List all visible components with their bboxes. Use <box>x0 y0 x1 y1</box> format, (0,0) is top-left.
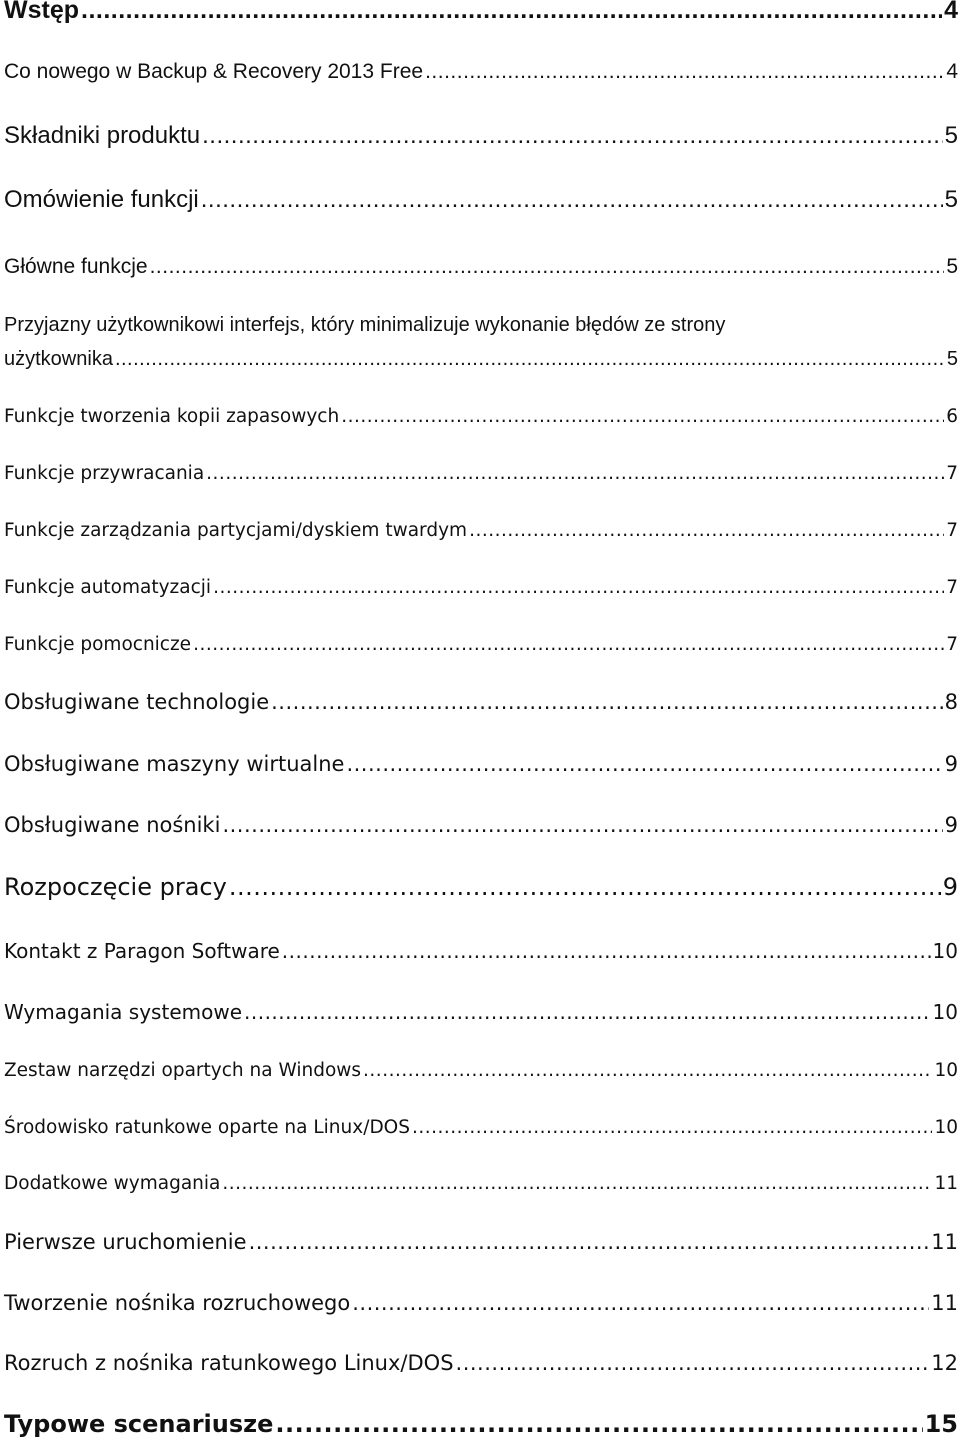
toc-page-number: 7 <box>946 520 958 541</box>
toc-leader <box>249 1230 930 1254</box>
toc-entry-title: Tworzenie nośnika rozruchowego <box>4 1291 351 1315</box>
toc-page-number: 6 <box>946 406 958 427</box>
toc-entry[interactable] <box>4 60 958 84</box>
toc-entry-title: Pierwsze uruchomienie <box>4 1230 247 1254</box>
toc-leader <box>282 939 931 963</box>
toc-entry[interactable] <box>4 577 958 598</box>
toc-page-number: 7 <box>946 463 958 484</box>
toc-entry-title: Funkcje automatyzacji <box>4 577 212 598</box>
toc-leader <box>346 752 942 776</box>
toc-page-number: 5 <box>944 122 958 149</box>
toc-entry-title: Funkcje pomocnicze <box>4 634 192 655</box>
toc-entry-title: Kontakt z Paragon Software <box>4 939 280 963</box>
toc-entry[interactable] <box>4 1000 958 1024</box>
toc-page-number: 7 <box>946 577 958 598</box>
toc-page-number: 9 <box>944 813 958 837</box>
toc-page-number: 7 <box>946 634 958 655</box>
toc-entry[interactable] <box>4 463 958 484</box>
toc-leader <box>150 255 945 279</box>
toc-entry-title: Typowe scenariusze <box>4 1410 274 1438</box>
toc-entry[interactable] <box>4 690 958 714</box>
toc-leader <box>193 634 944 655</box>
toc-leader <box>201 186 943 214</box>
toc-entry[interactable] <box>4 939 958 963</box>
toc-entry-title: Wstęp <box>4 0 79 24</box>
toc-entry-title: Składniki produktu <box>4 122 201 149</box>
toc-leader <box>222 1173 932 1194</box>
toc-leader <box>115 348 945 371</box>
toc-entry-title: użytkownika <box>4 348 113 370</box>
toc-leader <box>222 813 942 837</box>
toc-leader <box>412 1117 932 1138</box>
toc-page-number: 11 <box>931 1230 958 1254</box>
toc-leader <box>425 60 944 84</box>
toc-leader <box>213 577 944 598</box>
toc-page-number: 5 <box>946 255 958 278</box>
toc-entry-title: Środowisko ratunkowe oparte na Linux/DOS <box>4 1117 410 1138</box>
toc-entry[interactable] <box>4 1230 958 1254</box>
toc-page-number: 11 <box>934 1173 958 1194</box>
toc-page-number: 15 <box>924 1410 958 1438</box>
toc-entry[interactable] <box>4 255 958 279</box>
toc-page-number: 5 <box>946 348 958 370</box>
toc-entry[interactable] <box>4 752 958 776</box>
toc-entry-title: Omówienie funkcji <box>4 186 199 213</box>
toc-entry[interactable] <box>4 520 958 541</box>
toc-leader <box>456 1351 930 1375</box>
toc-entry-title: Główne funkcje <box>4 255 148 278</box>
toc-page-number: 9 <box>944 752 958 776</box>
toc-entry-title: Funkcje zarządzania partycjami/dyskiem twardym <box>4 520 468 541</box>
toc-page-number: 4 <box>946 60 958 83</box>
toc-entry[interactable] <box>4 186 958 214</box>
toc-entry[interactable] <box>4 873 958 901</box>
toc-leader <box>81 0 942 25</box>
toc-entry-title: Funkcje tworzenia kopii zapasowych <box>4 406 340 427</box>
toc-leader <box>229 873 941 901</box>
toc-entry-title: Rozpoczęcie pracy <box>4 873 227 901</box>
toc-leader <box>341 406 944 427</box>
toc-page-number: 5 <box>944 186 958 213</box>
toc-entry[interactable] <box>4 1117 958 1138</box>
toc-page-number: 10 <box>934 1060 958 1081</box>
toc-leader <box>352 1291 929 1315</box>
toc-page-number: 10 <box>932 1000 958 1024</box>
toc-entry[interactable] <box>4 348 958 371</box>
toc-entry-title: Wymagania systemowe <box>4 1000 242 1024</box>
toc-entry-title: Zestaw narzędzi opartych na Windows <box>4 1060 362 1081</box>
toc-leader <box>202 122 943 150</box>
toc-entry-title-line1: Przyjazny użytkownikowi interfejs, który minimalizuje wykonanie błędów ze strony <box>4 314 726 336</box>
toc-page-number: 8 <box>944 690 958 714</box>
toc-entry-title: Funkcje przywracania <box>4 463 205 484</box>
toc-page-number: 10 <box>934 1117 958 1138</box>
toc-leader <box>275 1410 922 1438</box>
toc-entry[interactable] <box>4 122 958 150</box>
toc-entry-title: Rozruch z nośnika ratunkowego Linux/DOS <box>4 1351 454 1375</box>
toc-page-number: 4 <box>944 0 958 24</box>
toc-entry[interactable] <box>4 1291 958 1315</box>
toc-leader <box>271 690 943 714</box>
toc-entry[interactable] <box>4 406 958 427</box>
toc-leader <box>469 520 944 541</box>
toc-entry[interactable] <box>4 813 958 837</box>
toc-entry[interactable] <box>4 1173 958 1194</box>
toc-entry-title: Obsługiwane technologie <box>4 690 270 714</box>
toc-leader <box>363 1060 932 1081</box>
toc-entry-title: Co nowego w Backup & Recovery 2013 Free <box>4 60 424 83</box>
toc-entry-title: Obsługiwane nośniki <box>4 813 221 837</box>
toc-page-number: 11 <box>931 1291 958 1315</box>
toc-entry[interactable] <box>4 634 958 655</box>
toc-page-number: 10 <box>932 939 958 963</box>
toc-page-number: 9 <box>942 873 958 901</box>
toc-entry-title: Dodatkowe wymagania <box>4 1173 221 1194</box>
toc-entry[interactable] <box>4 1410 958 1438</box>
toc-entry-title: Obsługiwane maszyny wirtualne <box>4 752 345 776</box>
toc-entry[interactable] <box>4 1060 958 1081</box>
toc-leader <box>244 1000 931 1024</box>
toc-leader <box>206 463 944 484</box>
toc-page-number: 12 <box>931 1351 958 1375</box>
toc-entry[interactable] <box>4 0 958 25</box>
toc-entry[interactable] <box>4 1351 958 1375</box>
